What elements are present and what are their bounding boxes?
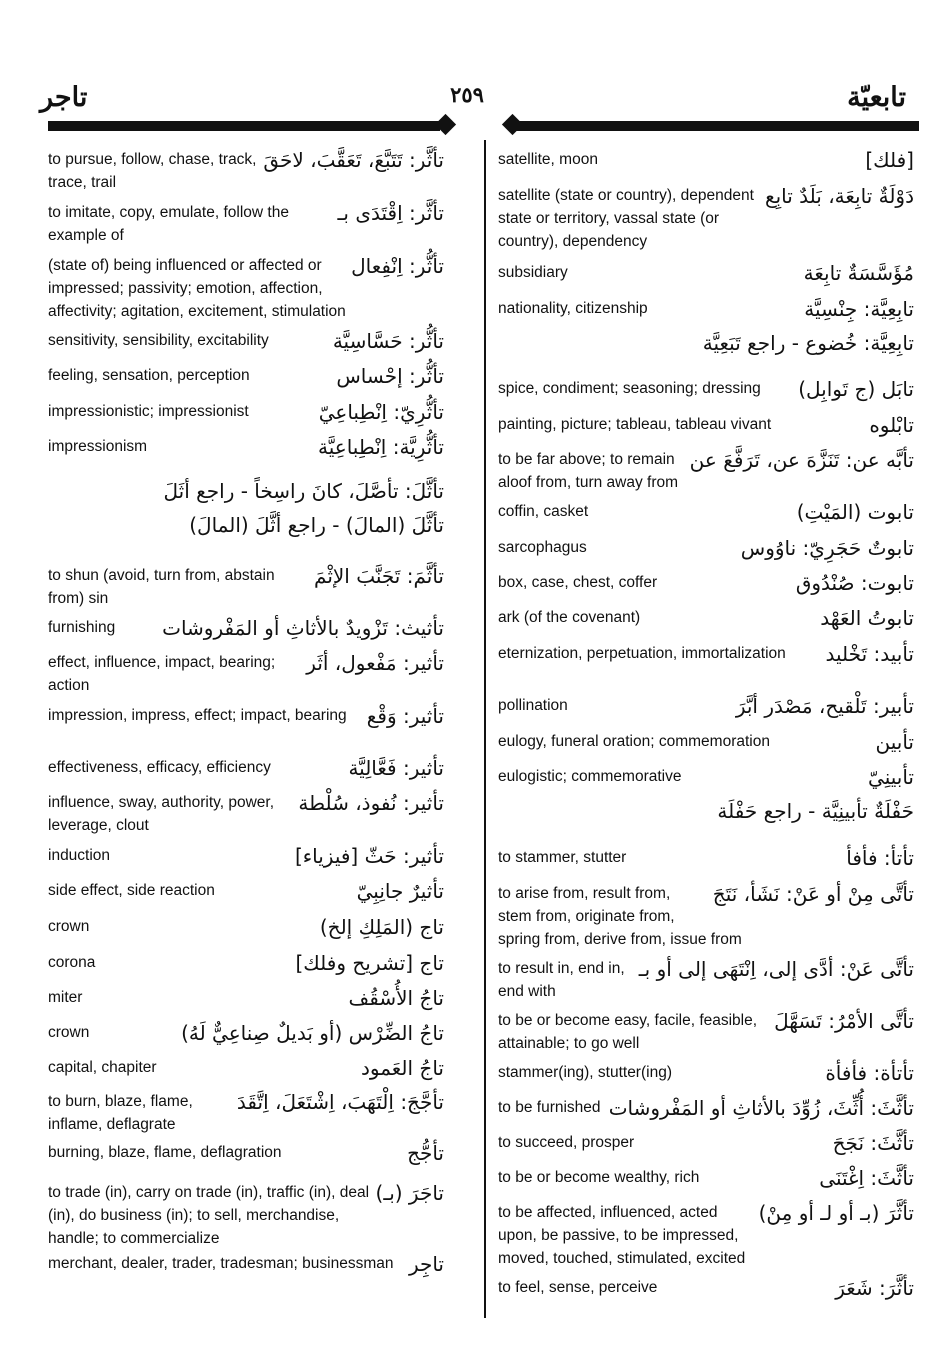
headword: تأثَّثَ: نَجَحَ [832, 1131, 914, 1155]
headword: تابْلوه [869, 413, 914, 437]
entry [498, 413, 914, 437]
entry [498, 261, 914, 285]
definition: coffin, casket [498, 503, 589, 520]
headword: تاجُ العَمود [360, 1056, 444, 1080]
headword: تأثَّرَ (بـ أو لـ أو مِنْ) [758, 1201, 914, 1225]
entry [48, 329, 444, 353]
definition: corona [48, 954, 96, 971]
entry [48, 844, 444, 868]
entry [498, 1096, 914, 1120]
headword: تأبين [875, 730, 914, 754]
definition: induction [48, 847, 111, 864]
headword: تابوتٌ حَجَرِيّ: ناوُوس [740, 536, 914, 560]
headword: تأثُّرِيَّة: اِنْطِباعِيَّة [318, 435, 444, 459]
entry [498, 148, 914, 172]
headword: تأبيد: تَخْليد [825, 642, 914, 666]
entry [498, 331, 914, 355]
entry [48, 479, 444, 503]
headword: تاجَرَ (بـ) [375, 1181, 444, 1205]
entry [498, 297, 914, 321]
definition: sarcophagus [498, 539, 587, 556]
entry [48, 1141, 444, 1165]
headword: تأجُّج [407, 1141, 444, 1165]
definition: eulogy, funeral oration; commemoration [498, 733, 770, 750]
headword: دَوْلَةٌ تابِعَة، بَلَدٌ تابِع [764, 184, 914, 208]
headword: تابِعِيَّة: خُضوع - راجع تَبَعِيَّة [702, 331, 914, 355]
headword: تأتَّى مِنْ أو عَنْ: نَشَأ، نَتَجَ [712, 882, 914, 906]
definition: to imitate, copy, emulate, follow the example of [48, 204, 289, 244]
entry [498, 500, 914, 524]
entry [498, 377, 914, 401]
entry [498, 1061, 914, 1085]
entry [48, 1181, 444, 1250]
definition: crown [48, 918, 90, 935]
entry [48, 616, 444, 640]
headword: تأبَّه عن: تَنَزَّهَ عن، تَرَفَّعَ عن [689, 448, 914, 472]
definition: impressionism [48, 438, 148, 455]
headword: تأتأة: فأفأة [825, 1061, 914, 1085]
entry [498, 694, 914, 718]
headword: تأثير: مَفْعول، أثَر [306, 651, 444, 675]
headword: تأثَّلَ: تأصَّلَ، كانَ راسِخاً - راجع أثَلَ [163, 479, 444, 503]
entry [498, 1009, 914, 1055]
entry [498, 606, 914, 630]
entry [498, 1201, 914, 1270]
headword: حَفْلَةٌ تأبينِيَّة - راجع حَفْلَة [717, 799, 914, 823]
entry [48, 756, 444, 780]
headword: تأثَّر: اِقْتَدَى بـ [337, 201, 444, 225]
entry [48, 704, 444, 728]
definition: stammer(ing), stutter(ing) [498, 1064, 672, 1081]
entry [48, 879, 444, 903]
headword: مُؤَسَّسَةٌ تابِعَة [803, 261, 914, 285]
column-divider [484, 140, 486, 1318]
entry [498, 765, 914, 789]
definition: influence, sway, authority, power, leverage, clout [48, 794, 275, 834]
entry [48, 400, 444, 424]
definition: to arise from, result from, stem from, originate from, spring from, derive from, issue from [498, 885, 742, 948]
headword: تاج (المَلِكِ إلخ) [319, 915, 444, 939]
entry [48, 148, 444, 194]
entry [48, 435, 444, 459]
entry [48, 1090, 444, 1136]
entry [48, 254, 444, 323]
entry [498, 1131, 914, 1155]
entry [48, 1252, 444, 1276]
headword: تأثُّرِيّ: اِنْطِباعِيّ [318, 400, 444, 424]
definition: effect, influence, impact, bearing; action [48, 654, 276, 694]
headword: تابوت (المَيْتِ) [796, 500, 914, 524]
definition: nationality, citizenship [498, 300, 648, 317]
entry [498, 642, 914, 666]
definition: satellite (state or country), dependent state or territory, vassal state (or country), dependency [498, 187, 754, 250]
entry [498, 799, 914, 823]
definition: crown [48, 1024, 90, 1041]
headword: تابَل (ج تَوابِل) [798, 377, 914, 401]
definition: to shun (avoid, turn from, abstain from) sin [48, 567, 275, 607]
entry [498, 448, 914, 494]
entry [498, 1276, 914, 1300]
definition: impression, impress, effect; impact, bearing [48, 707, 347, 724]
entry [48, 986, 444, 1010]
entry [48, 201, 444, 247]
headword: تاجُ الأُسْقُف [348, 986, 444, 1010]
headword: تأثير: نُفوذ، سُلْطة [298, 791, 444, 815]
headword: تأثُّر: حَسَّاسِيَّة [332, 329, 444, 353]
definition: box, case, chest, coffer [498, 574, 658, 591]
definition: to be or become easy, facile, feasible, attainable; to go well [498, 1012, 758, 1052]
entry [48, 364, 444, 388]
entry [498, 536, 914, 560]
headword: تابوتُ العَهْد [820, 606, 914, 630]
headword: تابوت: صُنْدُوق [795, 571, 914, 595]
headword: تأبير: تَلْقيح، مَصْدَر أبَّرَ [735, 694, 914, 718]
definition: to burn, blaze, flame, inflame, deflagrate [48, 1093, 193, 1133]
entry [498, 730, 914, 754]
definition: sensitivity, sensibility, excitability [48, 332, 269, 349]
definition: side effect, side reaction [48, 882, 215, 899]
definition: to trade (in), carry on trade (in), traffic (in), deal (in), do business (in); to sell, merchandise, handle; to commercialize [48, 1184, 370, 1247]
definition: painting, picture; tableau, tableau vivant [498, 416, 772, 433]
headword: تأثير: وَقْع [366, 704, 444, 728]
definition: to succeed, prosper [498, 1134, 635, 1151]
headword: تأثير: حَثّ [فيزياء] [294, 844, 444, 868]
running-head-right: تابعيّة [847, 82, 906, 113]
definition: satellite, moon [498, 151, 598, 168]
entry [48, 651, 444, 697]
definition: to stammer, stutter [498, 849, 627, 866]
headword: تأثَّثَ: اِغْتَنَى [819, 1166, 914, 1190]
definition: (state of) being influenced or affected or impressed; passivity; emotion, affection, affectivity; agitation, excitement, stimulation [48, 257, 346, 320]
running-head-left: تاجر [40, 82, 88, 113]
definition: ark (of the covenant) [498, 609, 641, 626]
definition: eternization, perpetuation, immortalization [498, 645, 786, 662]
headword: تأثَّثَ: أُثِّثَ، زُوِّدَ بالأثاثِ أو المَفْروشات [608, 1096, 914, 1120]
definition: impressionistic; impressionist [48, 403, 249, 420]
entry [48, 791, 444, 837]
diamond-ornament-left [435, 114, 456, 135]
definition: to feel, sense, perceive [498, 1279, 658, 1296]
headword: تأثيث: تَزْويدٌ بالأثاثِ أو المَفْروشات [162, 616, 444, 640]
headword: تأثَّلَ (المالَ) - راجع أثَّلَ (المالَ) [189, 513, 444, 537]
definition: feeling, sensation, perception [48, 367, 250, 384]
entry [48, 1021, 444, 1045]
definition: burning, blaze, flame, deflagration [48, 1144, 282, 1161]
headword: تاجُ الضِّرْس (أو بَديلٌ صِناعِيٌّ لَهُ) [181, 1021, 444, 1045]
definition: to be or become wealthy, rich [498, 1169, 700, 1186]
entry [498, 846, 914, 870]
entry [498, 957, 914, 1003]
entry [498, 1166, 914, 1190]
headword: تأثير: فَعَّالِيَّة [348, 756, 444, 780]
headword: تأثُّر: إحْساس [336, 364, 444, 388]
headword: تأثيرٌ جانِبِيّ [356, 879, 444, 903]
entry [48, 951, 444, 975]
headword: تابِعِيَّة: جِنْسِيَّة [804, 297, 914, 321]
definition: capital, chapiter [48, 1059, 157, 1076]
definition: pollination [498, 697, 568, 714]
headword: تأثَّر: تَتَبَّعَ، تَعَقَّبَ، لاحَقَ [263, 148, 444, 172]
entry [498, 184, 914, 253]
headword: تأثَّرَ: شَعَرَ [835, 1276, 914, 1300]
headword: تأثَّمَ: تَجَنَّبَ الإثْمَ [314, 564, 444, 588]
definition: furnishing [48, 619, 116, 636]
entry [48, 513, 444, 537]
definition: to be far above; to remain aloof from, turn away from [498, 451, 679, 491]
entry [498, 882, 914, 951]
definition: to be furnished [498, 1099, 601, 1116]
definition: miter [48, 989, 83, 1006]
definition: effectiveness, efficacy, efficiency [48, 759, 271, 776]
headword: تأتأ: فأفأ [846, 846, 914, 870]
headword: تاجِر [408, 1252, 444, 1276]
definition: subsidiary [498, 264, 568, 281]
headword: تأبينِيّ [868, 765, 914, 789]
entry [48, 564, 444, 610]
entry [498, 571, 914, 595]
page-number: ٢٥٩ [450, 82, 484, 107]
headword: تأتَّى الأمْرُ: تَسَهَّلَ [774, 1009, 914, 1033]
headword: تأجَّجَ: اِلْتَهَبَ، اِشْتَعَلَ، اِتَّقَدَ [236, 1090, 444, 1114]
header-rule-left [48, 121, 440, 131]
entry [48, 915, 444, 939]
headword: تأتَّى عَنْ: أدَّى إلى، اِنْتَهَى إلى أو بـ [638, 957, 914, 981]
header-rule-right [513, 121, 919, 131]
entry [48, 1056, 444, 1080]
definition: spice, condiment; seasoning; dressing [498, 380, 761, 397]
definition: merchant, dealer, trader, tradesman; businessman [48, 1255, 394, 1272]
definition: eulogistic; commemorative [498, 768, 682, 785]
headword: تاج [تشريح وفلك] [295, 951, 444, 975]
headword: [فلك] [865, 148, 914, 172]
definition: to result in, end in, end with [498, 960, 625, 1000]
definition: to pursue, follow, chase, track, trace, trail [48, 151, 257, 191]
definition: to be affected, influenced, acted upon, be passive, to be impressed, moved, touched, stimulated, excited [498, 1204, 746, 1267]
headword: تأثُّر: اِنْفِعال [351, 254, 444, 278]
